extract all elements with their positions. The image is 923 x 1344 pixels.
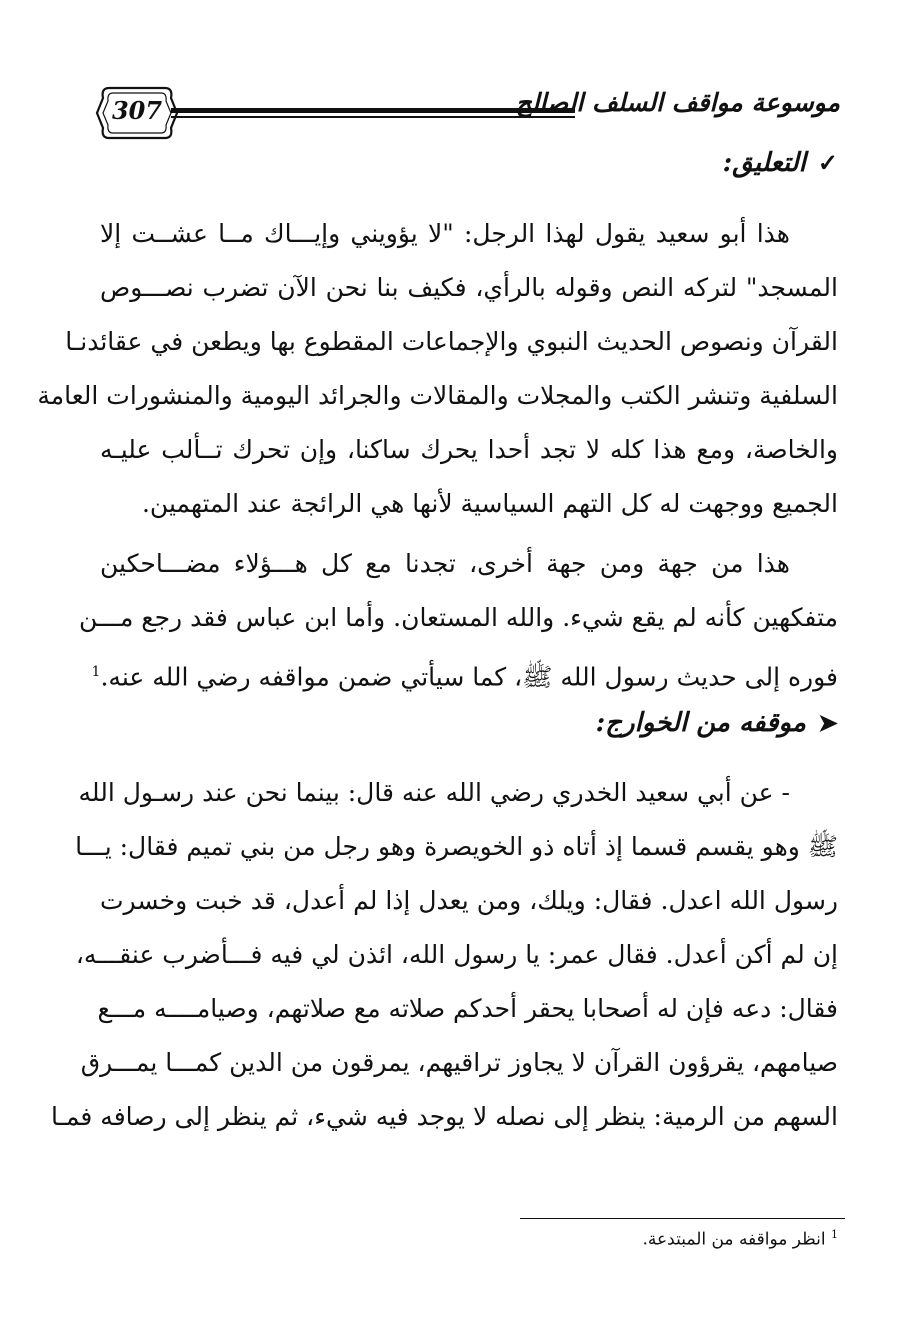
paragraph-other-side <box>78 537 838 699</box>
footnote <box>338 1228 838 1250</box>
text-line: هذا من جهة ومن جهة أخرى، تجدنا مع كل هـــؤلاء مضـــاحكين <box>100 549 790 578</box>
text-line: فقال: دعه فإن له أصحابا يحقر أحدكم صلاته مع صلاتهم، وصيامــــه مـــع <box>97 994 838 1023</box>
footnote-reference[interactable]: 1 <box>91 664 101 680</box>
section-heading-khawarij <box>238 708 838 738</box>
footnote-text: انظر مواقفه من المبتدعة. <box>642 1229 826 1250</box>
book-title: موسوعة مواقف السلف الصالح <box>515 88 840 117</box>
paragraph-commentary <box>37 207 838 531</box>
text-line: متفكهين كأنه لم يقع شيء. والله المستعان. وأما ابن عباس فقد رجع مـــن <box>78 603 838 632</box>
text-line: القرآن ونصوص الحديث النبوي والإجماعات المقطوع بها ويطعن في عقائدنـا <box>65 327 838 356</box>
text-line: المسجد" لتركه النص وقوله بالرأي، فكيف بنا نحن الآن تضرب نصـــوص <box>100 273 838 302</box>
section-title: التعليق: <box>722 148 806 178</box>
arrow-bullet-icon: ➤ <box>817 708 838 737</box>
text-line: الجميع ووجهت له كل التهم السياسية لأنها هي الرائجة عند المتهمين. <box>141 489 838 518</box>
section-title: موقفه من الخوارج: <box>595 708 806 738</box>
footnote-number: 1 <box>831 1228 838 1241</box>
header-rule <box>171 106 575 120</box>
text-line: رسول الله اعدل. فقال: ويلك، ومن يعدل إذا لم أعدل، قد خبت وخسرت <box>100 886 838 915</box>
page-number: 307 <box>111 96 163 125</box>
text-line: صيامهم، يقرؤون القرآن لا يجاوز تراقيهم، يمرقون من الدين كمـــا يمـــرق <box>80 1048 838 1077</box>
text-line: والخاصة، ومع هذا كله لا تجد أحدا يحرك ساكنا، وإن تحرك تــألب عليـه <box>100 435 838 464</box>
text-line: إن لم أكن أعدل. فقال عمر: يا رسول الله، ائذن لي فيه فـــأضرب عنقـــه، <box>75 940 838 969</box>
text-line: ﷺ وهو يقسم قسما إذ أتاه ذو الخويصرة وهو رجل من بني تميم فقال: يـــا <box>75 832 838 861</box>
text-line-content: فوره إلى حديث رسول الله ﷺ، كما سيأتي ضمن مواقفه رضي الله عنه. <box>100 662 838 692</box>
paragraph-hadith <box>51 766 838 1144</box>
text-line: السلفية وتنشر الكتب والمجلات والمقالات والجرائد اليومية والمنشورات العامة <box>37 381 838 410</box>
text-line: هذا أبو سعيد يقول لهذا الرجل: "لا يؤويني وإيـــاك مــا عشــت إلا <box>100 219 790 248</box>
text-line-with-footnote <box>91 645 838 699</box>
text-line: - عن أبي سعيد الخدري رضي الله عنه قال: بينما نحن عند رسـول الله <box>78 778 790 807</box>
page-header <box>95 82 840 148</box>
page-number-badge <box>95 82 179 144</box>
checkmark-icon: ✓ <box>817 148 838 177</box>
text-line: السهم من الرمية: ينظر إلى نصله لا يوجد فيه شيء، ثم ينظر إلى رصافه فمـا <box>51 1102 838 1131</box>
section-heading-commentary <box>238 148 838 178</box>
footnote-divider <box>520 1218 845 1219</box>
